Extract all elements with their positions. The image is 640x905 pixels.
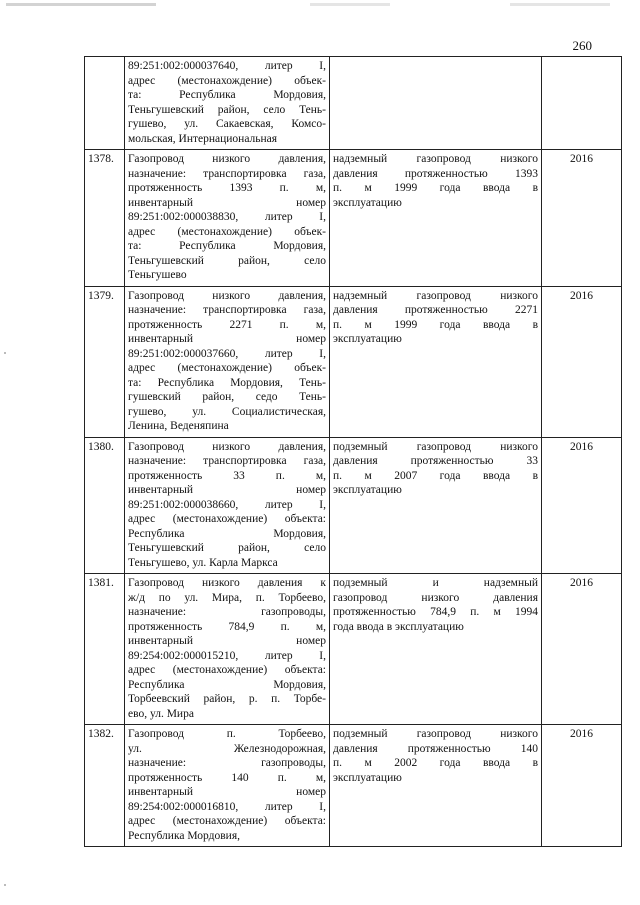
scan-artifact [6, 3, 156, 6]
property-registry-table [84, 56, 622, 847]
name-line: инвентарный номер [128, 786, 326, 798]
table-row [85, 57, 622, 150]
desc-line: давления протяженностью 140 [333, 742, 538, 755]
name-line: Газопровод п. Торбеево, [128, 728, 326, 740]
name-line: ево, ул. Мира [128, 707, 194, 720]
name-line: та: Республика Мордовия, Тень- [128, 376, 326, 389]
name-line: 89:251:002:000037640, литер I, [128, 60, 326, 72]
name-line: протяженность 1393 п. м, [128, 182, 326, 194]
object-description-cell [330, 725, 542, 847]
scan-artifact [510, 3, 610, 6]
name-line: адрес (местонахождение) объекта: [128, 513, 326, 525]
name-line: 89:254:002:000015210, литер I, [128, 649, 326, 662]
desc-line: эксплуатацию [333, 333, 402, 345]
name-line: 89:251:002:000037660, литер I, [128, 347, 326, 360]
name-line: инвентарный номер [128, 635, 326, 647]
object-description-cell [330, 286, 542, 437]
name-line: Теньгушевский район, село [128, 254, 326, 267]
name-line: мольская, Интернациональная [128, 132, 278, 145]
desc-line: давления протяженностью 33 [333, 455, 538, 467]
object-description-cell [330, 150, 542, 287]
desc-line: давления протяженностью 1393 [333, 167, 538, 180]
name-line: адрес (местонахождение) объекта: [128, 664, 326, 676]
name-line: Газопровод низкого давления к [128, 577, 326, 589]
row-number-cell [85, 57, 125, 150]
object-name-cell [125, 57, 330, 150]
name-line: назначение: газопроводы, [128, 757, 326, 769]
name-line: инвентарный номер [128, 196, 326, 209]
scan-dot [4, 884, 6, 886]
year-cell: 2016 [542, 574, 622, 725]
desc-line: газопровод низкого давления [333, 591, 538, 604]
name-line: инвентарный номер [128, 484, 326, 496]
scan-artifact [310, 3, 390, 6]
object-description-cell [330, 57, 542, 150]
page-number: 260 [572, 38, 592, 53]
object-description-cell [330, 437, 542, 574]
table-body [85, 57, 622, 847]
name-line: Торбеевский район, р. п. Торбе- [128, 693, 326, 705]
row-number-cell: 1379. [85, 286, 125, 437]
name-line: та: Республика Мордовия, [128, 89, 326, 101]
name-line: Теньгушевский район, село [128, 542, 326, 554]
name-line: 89:251:002:000038830, литер I, [128, 211, 326, 223]
object-name-cell [125, 150, 330, 287]
table-row [85, 150, 622, 287]
name-line: Газопровод низкого давления, [128, 153, 326, 165]
desc-line: года ввода в эксплуатацию [333, 620, 464, 633]
desc-line: надземный газопровод низкого [333, 153, 538, 165]
desc-line: эксплуатацию [333, 484, 402, 496]
year-cell: 2016 [542, 150, 622, 287]
name-line: адрес (местонахождение) объек- [128, 362, 326, 374]
table-row [85, 286, 622, 437]
table-row [85, 725, 622, 847]
table-row [85, 437, 622, 574]
name-line: протяженность 33 п. м, [128, 469, 326, 482]
name-line: Теньгушево, ул. Карла Маркса [128, 556, 278, 569]
name-line: Республика Мордовия, [128, 829, 240, 842]
desc-line: эксплуатацию [333, 196, 402, 209]
name-line: протяженность 784,9 п. м, [128, 620, 326, 633]
desc-line: протяженностью 784,9 п. м 1994 [333, 606, 538, 618]
desc-line: подземный газопровод низкого [333, 728, 538, 740]
name-line: Ленина, Веденяпина [128, 420, 229, 432]
name-line: 89:254:002:000016810, литер I, [128, 800, 326, 813]
name-line: адрес (местонахождение) объекта: [128, 815, 326, 827]
name-line: назначение: газопроводы, [128, 606, 326, 618]
name-line: Республика Мордовия, [128, 678, 326, 691]
name-line: протяженность 2271 п. м, [128, 318, 326, 331]
object-name-cell [125, 437, 330, 574]
row-number-cell: 1380. [85, 437, 125, 574]
name-line: Теньгушевский район, село Тень- [128, 103, 326, 116]
row-number-cell: 1378. [85, 150, 125, 287]
name-line: назначение: транспортировка газа, [128, 167, 326, 180]
name-line: адрес (местонахождение) объек- [128, 74, 326, 87]
year-cell [542, 57, 622, 150]
object-name-cell [125, 286, 330, 437]
row-number-cell: 1381. [85, 574, 125, 725]
name-line: 89:251:002:000038660, литер I, [128, 498, 326, 511]
name-line: гушевский район, седо Тень- [128, 391, 326, 403]
name-line: Республика Мордовия, [128, 527, 326, 540]
row-number-cell: 1382. [85, 725, 125, 847]
name-line: назначение: транспортировка газа, [128, 455, 326, 467]
desc-line: п. м 1999 года ввода в [333, 182, 538, 194]
name-line: ж/д по ул. Мира, п. Торбеево, [128, 591, 326, 604]
object-name-cell [125, 725, 330, 847]
year-cell: 2016 [542, 437, 622, 574]
name-line: инвентарный номер [128, 333, 326, 345]
desc-line: давления протяженностью 2271 [333, 304, 538, 316]
name-line: Теньгушево [128, 269, 187, 281]
name-line: протяженность 140 п. м, [128, 771, 326, 784]
name-line: назначение: транспортировка газа, [128, 304, 326, 316]
name-line: Газопровод низкого давления, [128, 440, 326, 453]
desc-line: подземный газопровод низкого [333, 440, 538, 453]
name-line: адрес (местонахождение) объек- [128, 225, 326, 238]
desc-line: эксплуатацию [333, 771, 402, 784]
object-name-cell [125, 574, 330, 725]
name-line: ул. Железнодорожная, [128, 742, 326, 755]
desc-line: подземный и надземный [333, 577, 538, 589]
name-line: та: Республика Мордовия, [128, 240, 326, 252]
object-description-cell [330, 574, 542, 725]
name-line: гушево, ул. Сакаевская, Комсо- [128, 118, 326, 130]
desc-line: п. м 2002 года ввода в [333, 757, 538, 769]
year-cell: 2016 [542, 725, 622, 847]
desc-line: п. м 1999 года ввода в [333, 318, 538, 331]
desc-line: п. м 2007 года ввода в [333, 469, 538, 482]
name-line: гушево, ул. Социалистическая, [128, 405, 326, 418]
table-row [85, 574, 622, 725]
scan-dot [4, 352, 6, 354]
name-line: Газопровод низкого давления, [128, 289, 326, 302]
year-cell: 2016 [542, 286, 622, 437]
desc-line: надземный газопровод низкого [333, 289, 538, 302]
